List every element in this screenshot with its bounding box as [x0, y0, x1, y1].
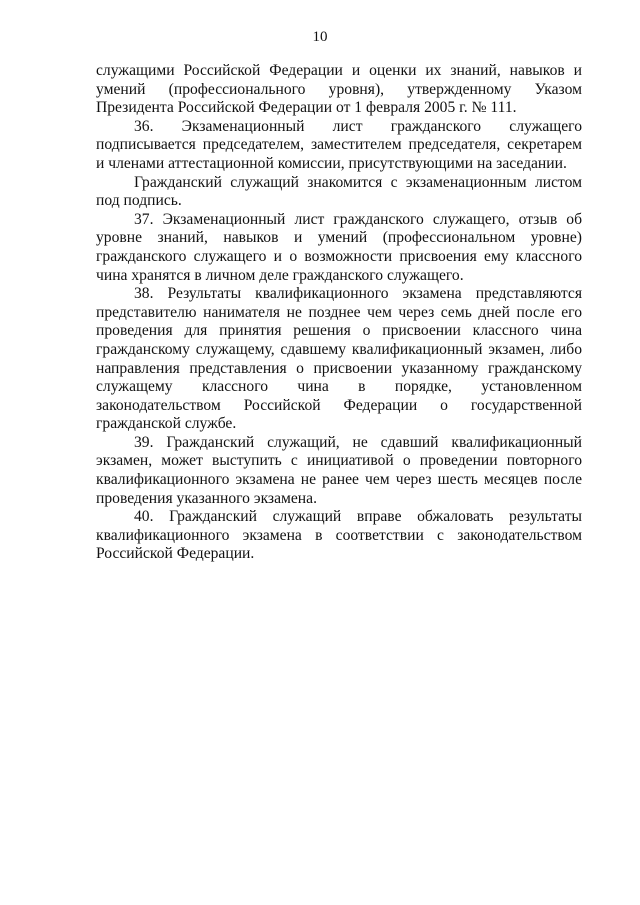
- paragraph-continuation-clause-35: служащими Российской Федерации и оценки их знаний, навыков и умений (профессионального уровня), утвержденному Указом Президента Российской Федерации от 1 февраля 2005 г. № 111.: [96, 62, 582, 117]
- paragraph-clause-37: 37. Экзаменационный лист гражданского служащего, отзыв об уровне знаний, навыков и умений (профессиональном уровне) гражданского служащего и о возможности присвоения ему классного чина хранятся в личном деле гражданского служащего.: [96, 210, 582, 284]
- paragraph-clause-39: 39. Гражданский служащий, не сдавший квалификационный экзамен, может выступить с инициативой о проведении повторного квалификационного экзамена не ранее чем через шесть месяцев после проведения указанного экзамена.: [96, 433, 582, 507]
- paragraph-clause-36-signature: Гражданский служащий знакомится с экзаменационным листом под подпись.: [96, 173, 582, 210]
- paragraph-clause-38: 38. Результаты квалификационного экзамена представляются представителю нанимателя не позднее чем через семь дней после его проведения для принятия решения о присвоении классного чина гражданскому служащему, сдавшему квалификационный экзамен, либо направления представления о присвоении указанному гражданскому служащему классного чина в порядке, установленном законодательством Российской Федерации о государственной гражданской службе.: [96, 285, 582, 433]
- paragraph-clause-36: 36. Экзаменационный лист гражданского служащего подписывается председателем, заместителем председателя, секретарем и членами аттестационной комиссии, присутствующими на заседании.: [96, 117, 582, 172]
- document-body: [96, 62, 582, 564]
- paragraph-clause-40: 40. Гражданский служащий вправе обжаловать результаты квалификационного экзамена в соответствии с законодательством Российской Федерации.: [96, 508, 582, 563]
- page-number: 10: [312, 29, 328, 45]
